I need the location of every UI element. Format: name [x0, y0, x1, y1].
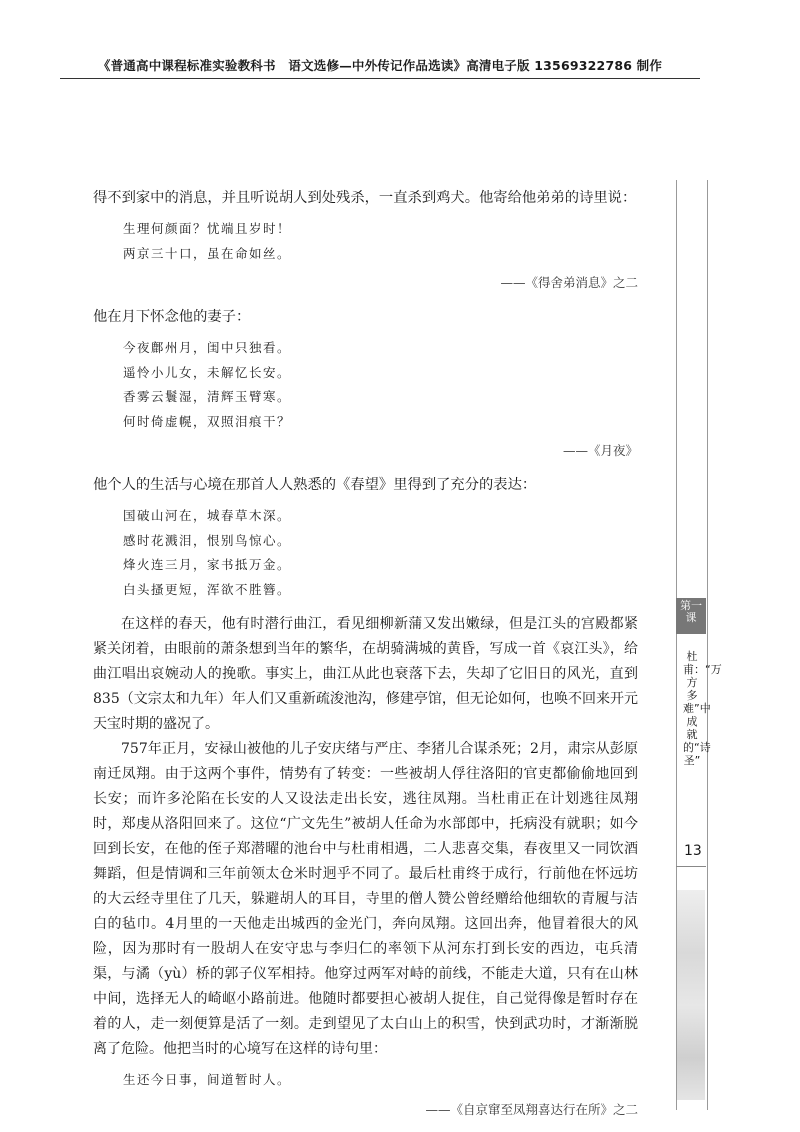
poem-line: 遥怜小儿女，未解忆长安。	[123, 364, 292, 380]
paragraph: 757年正月，安禄山被他的儿子安庆绪与严庄、李猪儿合谋杀死；2月，肃宗从彭原南迁凤翔。由于这两个事件，情势有了转变：一些被胡人俘往洛阳的官吏都偷偷地回到长安；而许多沦陷在长安的人又设法走出长安，逃往凤翔。当杜甫正在计划逃往凤翔时，郑虔从洛阳回来了。这位“广文先生”被胡人任命为水部郎中，托病没有就职；如今回到长安，在他的侄子郑潜曜的池台中与杜甫相遇，二人悲喜交集，春夜里又一同饮酒舞蹈，但是情调和三年前领太仓米时迥乎不同了。最后杜甫终于成行，行前他在怀远坊的大云经寺里住了几天，躲避胡人的耳目，寺里的僧人赞公曾经赠给他细软的青履与洁白的毡巾。4月里的一天他走出城西的金光门，奔向凤翔。这回出奔，他冒着很大的风险，因为那时有一股胡人在安守忠与李归仁的率领下从河东打到长安的西边，屯兵清渠，与潏（yù）桥的郭子仪军相持。他穿过两军对峙的前线，不能走大道，只有在山林中间，选择无人的崎岖小路前进。他随时都要担心被胡人捉住，自己觉得像是暂时存在着的人，走一刻便算是活了一刻。走到望见了太白山上的积雪，快到武功时，才渐渐脱离了危险。他把当时的心境写在这样的诗句里：	[93, 741, 638, 1057]
paragraph: 在这样的春天，他有时潜行曲江，看见细柳新蒲又发出嫩绿，但是江头的宫殿都紧紧关闭着，由眼前的萧条想到当年的繁华，在胡骑满城的黄昏，写成一首《哀江头》，给曲江唱出哀婉动人的挽歌。事实上，曲江从此也衰落下去，失却了它旧日的风光，直到835（文宗太和九年）年人们又重新疏浚池沟，修建亭馆，但无论如何，也唤不回来开元天宝时期的盛况了。	[93, 616, 638, 732]
poem-attribution: ——《得舍弟消息》之二	[500, 275, 638, 290]
poem-line: 香雾云鬟湿，清辉玉臂寒。	[123, 389, 292, 404]
lesson-label: 第一课	[676, 598, 706, 634]
paragraph: 他在月下怀念他的妻子：	[93, 309, 251, 325]
page-number-rule	[676, 866, 706, 867]
poem-block	[123, 336, 638, 434]
decorative-texture	[677, 890, 705, 1100]
page-number: 13	[684, 843, 702, 859]
poem-block	[123, 217, 638, 266]
poem-line: 烽火连三月，家书抵万金。	[123, 557, 292, 572]
poem-block	[123, 504, 638, 602]
poem-line: 今夜鄜州月，闺中只独看。	[123, 340, 292, 355]
header-rule	[60, 78, 700, 79]
poem-line: 何时倚虚幌，双照泪痕干？	[123, 413, 292, 429]
main-content	[93, 186, 638, 1132]
poem-attribution: ——《月夜》	[562, 443, 638, 458]
poem-block	[123, 1068, 638, 1093]
paragraph: 得不到家中的消息，并且听说胡人到处残杀，一直杀到鸡犬。他寄给他弟弟的诗里说：	[93, 190, 637, 206]
page-header: 《普通高中课程标准实验教科书 语文选修—中外传记作品选读》高清电子版 13569322786 制作	[97, 58, 663, 73]
lesson-title: 杜甫：“万方多难”中成就的“诗圣”	[683, 650, 722, 767]
poem-line: 生理何颜面？忧端且岁时！	[123, 221, 292, 236]
poem-line: 感时花溅泪，恨别鸟惊心。	[123, 532, 292, 548]
poem-line: 白头搔更短，浑欲不胜簪。	[123, 581, 292, 597]
poem-line: 国破山河在，城春草木深。	[123, 508, 292, 523]
poem-line: 两京三十口，虽在命如丝。	[123, 245, 292, 261]
paragraph: 他个人的生活与心境在那首人人熟悉的《春望》里得到了充分的表达：	[93, 477, 537, 493]
poem-attribution: ——《自京窜至凤翔喜达行在所》之二	[425, 1101, 638, 1117]
poem-line: 生还今日事，间道暂时人。	[123, 1072, 292, 1087]
